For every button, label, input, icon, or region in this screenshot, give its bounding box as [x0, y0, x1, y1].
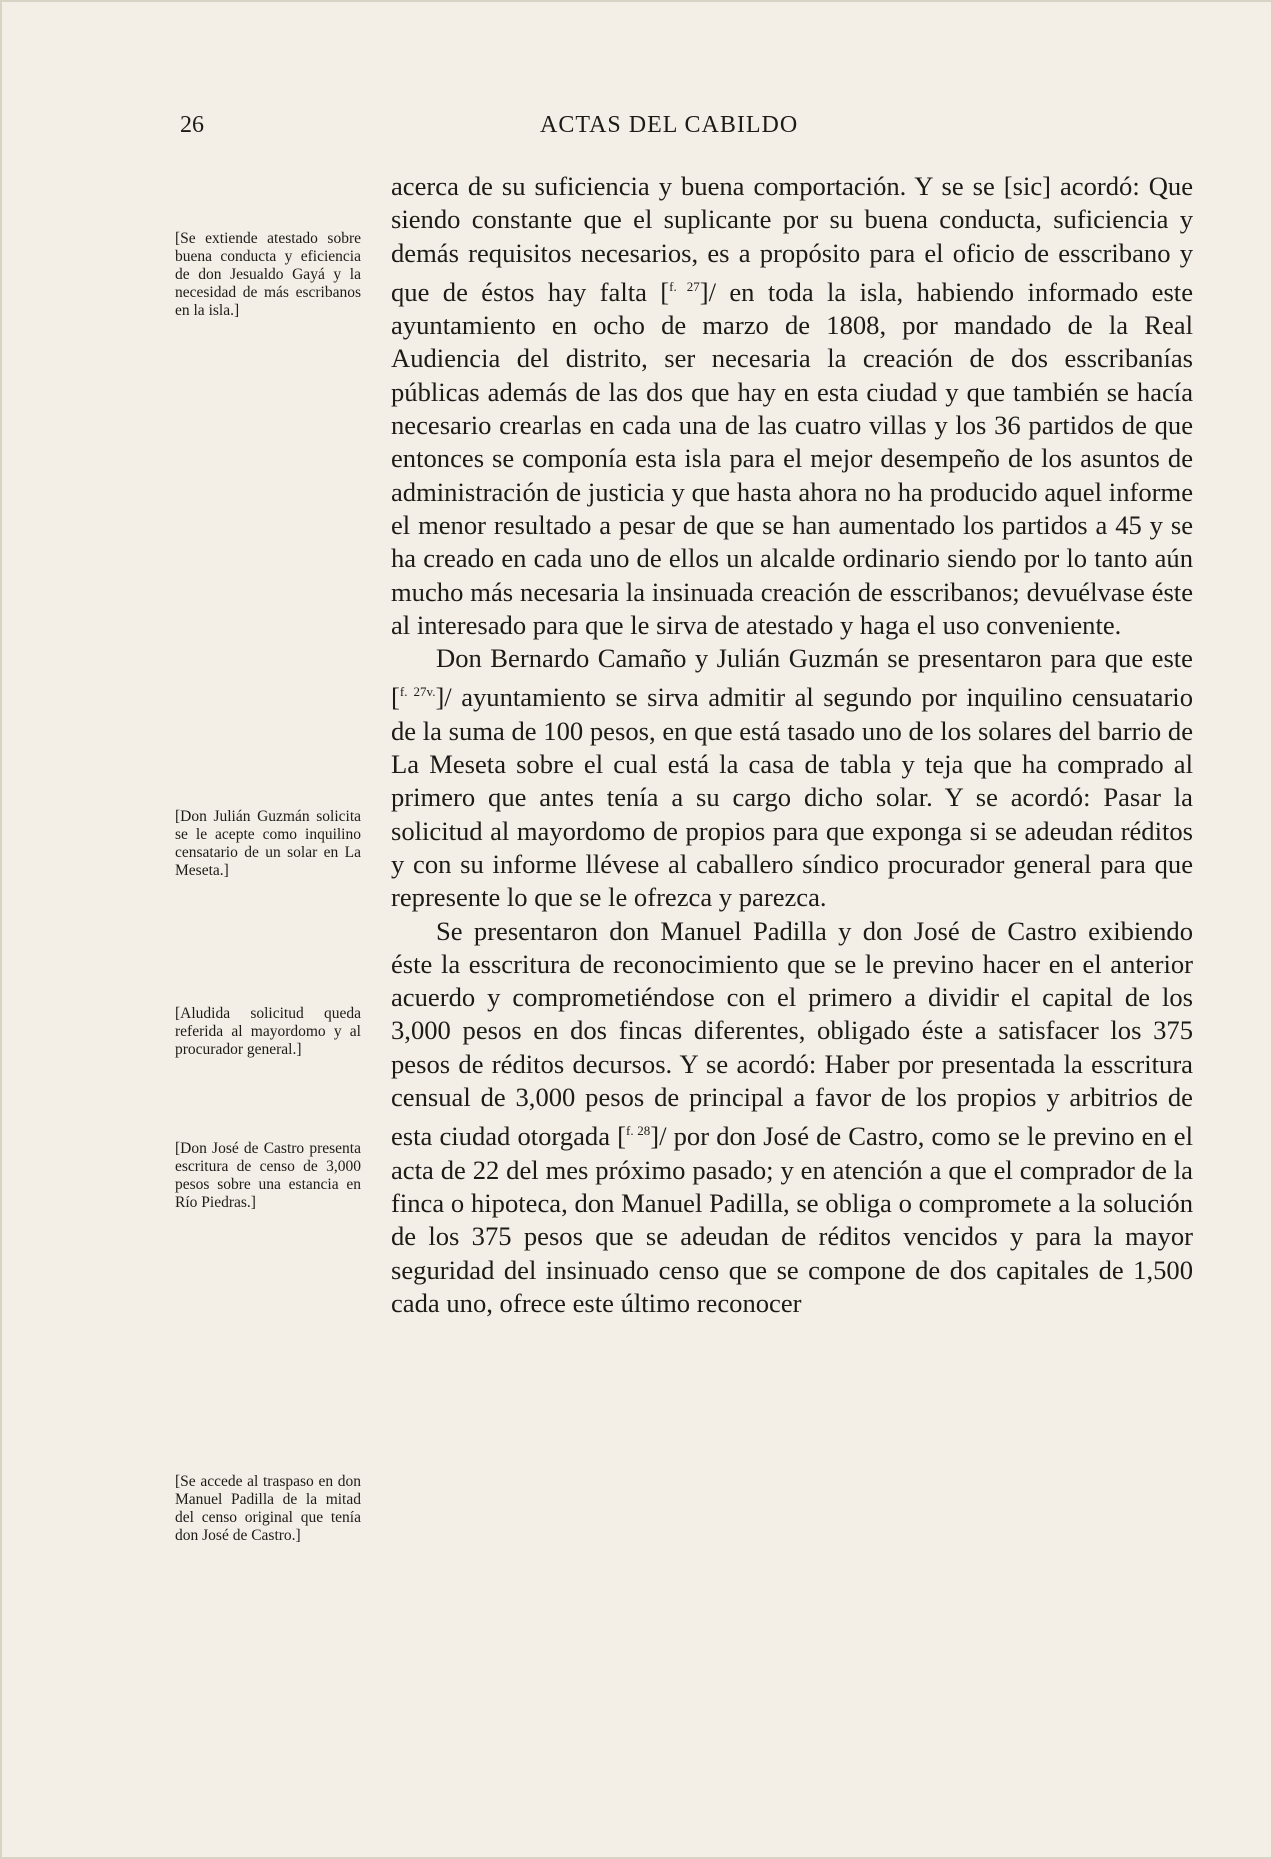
- paragraph-1-text-a: acerca de su suficiencia y buena comportación. Y se se [sic] acordó: Que siendo constante que el suplicante por su buena conducta, suficiencia y demás requisitos necesarios, es a propósito para el oficio de esscribano y que de éstos hay falta [: [391, 171, 1193, 307]
- paragraph-3: [391, 915, 1193, 1321]
- folio-marker: f. 27: [669, 278, 700, 294]
- margin-note-2: [Don Julián Guzmán solicita se le acepte como inquilino censatario de un solar en La Meseta.]: [175, 808, 361, 879]
- margin-note-1: [Se extiende atestado sobre buena conducta y eficiencia de don Jesualdo Gayá y la necesidad de más escribanos en la isla.]: [175, 230, 361, 319]
- paragraph-1-text-b: ]/ en toda la isla, habiendo informado este ayuntamiento en ocho de marzo de 1808, por mandado de la Real Audiencia del distrito, ser necesaria la creación de dos esscribanías públicas además de las dos que hay en esta ciudad y que también se hacía necesario crearlas en cada una de las cuatro villas y los 36 partidos de que entonces se componía esta isla para el mejor desempeño de los asuntos de administración de justicia y que hasta ahora no ha producido aquel informe el menor resultado a pesar de que se han aumentado los partidos a 45 y se ha creado en cada uno de ellos un alcalde ordinario siendo por lo tanto aún mucho más necesaria la insinuada creación de esscribanos; devuélvase éste al interesado para que le sirva de atestado y haga el uso conveniente.: [391, 276, 1193, 640]
- page-header: [0, 112, 1273, 148]
- folio-marker: f. 27v.: [399, 684, 436, 700]
- paragraph-2: [391, 642, 1193, 914]
- margin-note-3: [Aludida solicitud queda referida al mayordomo y al procurador general.]: [175, 1005, 361, 1058]
- page-number: 26: [180, 112, 204, 138]
- folio-marker: f. 28: [625, 1123, 651, 1139]
- margin-note-4: [Don José de Castro presenta escritura de censo de 3,000 pesos sobre una estancia en Río Piedras.]: [175, 1140, 361, 1211]
- running-title: ACTAS DEL CABILDO: [540, 112, 799, 138]
- main-text: [391, 170, 1193, 1320]
- paragraph-2-text-a: Don Bernardo Camaño y Julián Guzmán se presentaron para que este [: [391, 643, 1193, 713]
- margin-note-5: [Se accede al traspaso en don Manuel Padilla de la mitad del censo original que tenía don José de Castro.]: [175, 1473, 361, 1544]
- paragraph-3-text-b: ]/ por don José de Castro, como se le previno en el acta de 22 del mes próximo pasado; y en atención a que el comprador de la finca o hipoteca, don Manuel Padilla, se obliga o compromete a la solución de los 375 pesos que se adeudan de réditos vencidos y para la mayor seguridad del insinuado censo que se compone de dos capitales de 1,500 cada uno, ofrece este último reconocer: [391, 1121, 1193, 1318]
- paragraph-3-text-a: Se presentaron don Manuel Padilla y don José de Castro exibiendo éste la esscritura de reconocimiento que se le previno hacer en el anterior acuerdo y comprometiéndose con el primero a dividir el capital de los 3,000 pesos en dos fincas diferentes, obligado éste a satisfacer los 375 pesos de réditos decursos. Y se acordó: Haber por presentada la esscritura censual de 3,000 pesos de principal a favor de los propios y arbitrios de esta ciudad otorgada [: [391, 915, 1193, 1152]
- paragraph-2-text-b: ]/ ayuntamiento se sirva admitir al segundo por inquilino censuatario de la suma de 100 pesos, en que está tasado uno de los solares del barrio de La Meseta sobre el cual está la casa de tabla y teja que ha comprado al primero que antes tenía a su cargo dicho solar. Y se acordó: Pasar la solicitud al mayordomo de propios para que exponga si se adeudan réditos y con su informe llévese al caballero síndico procurador general para que represente lo que se le ofrezca y parezca.: [391, 682, 1193, 913]
- paragraph-1: [391, 170, 1193, 642]
